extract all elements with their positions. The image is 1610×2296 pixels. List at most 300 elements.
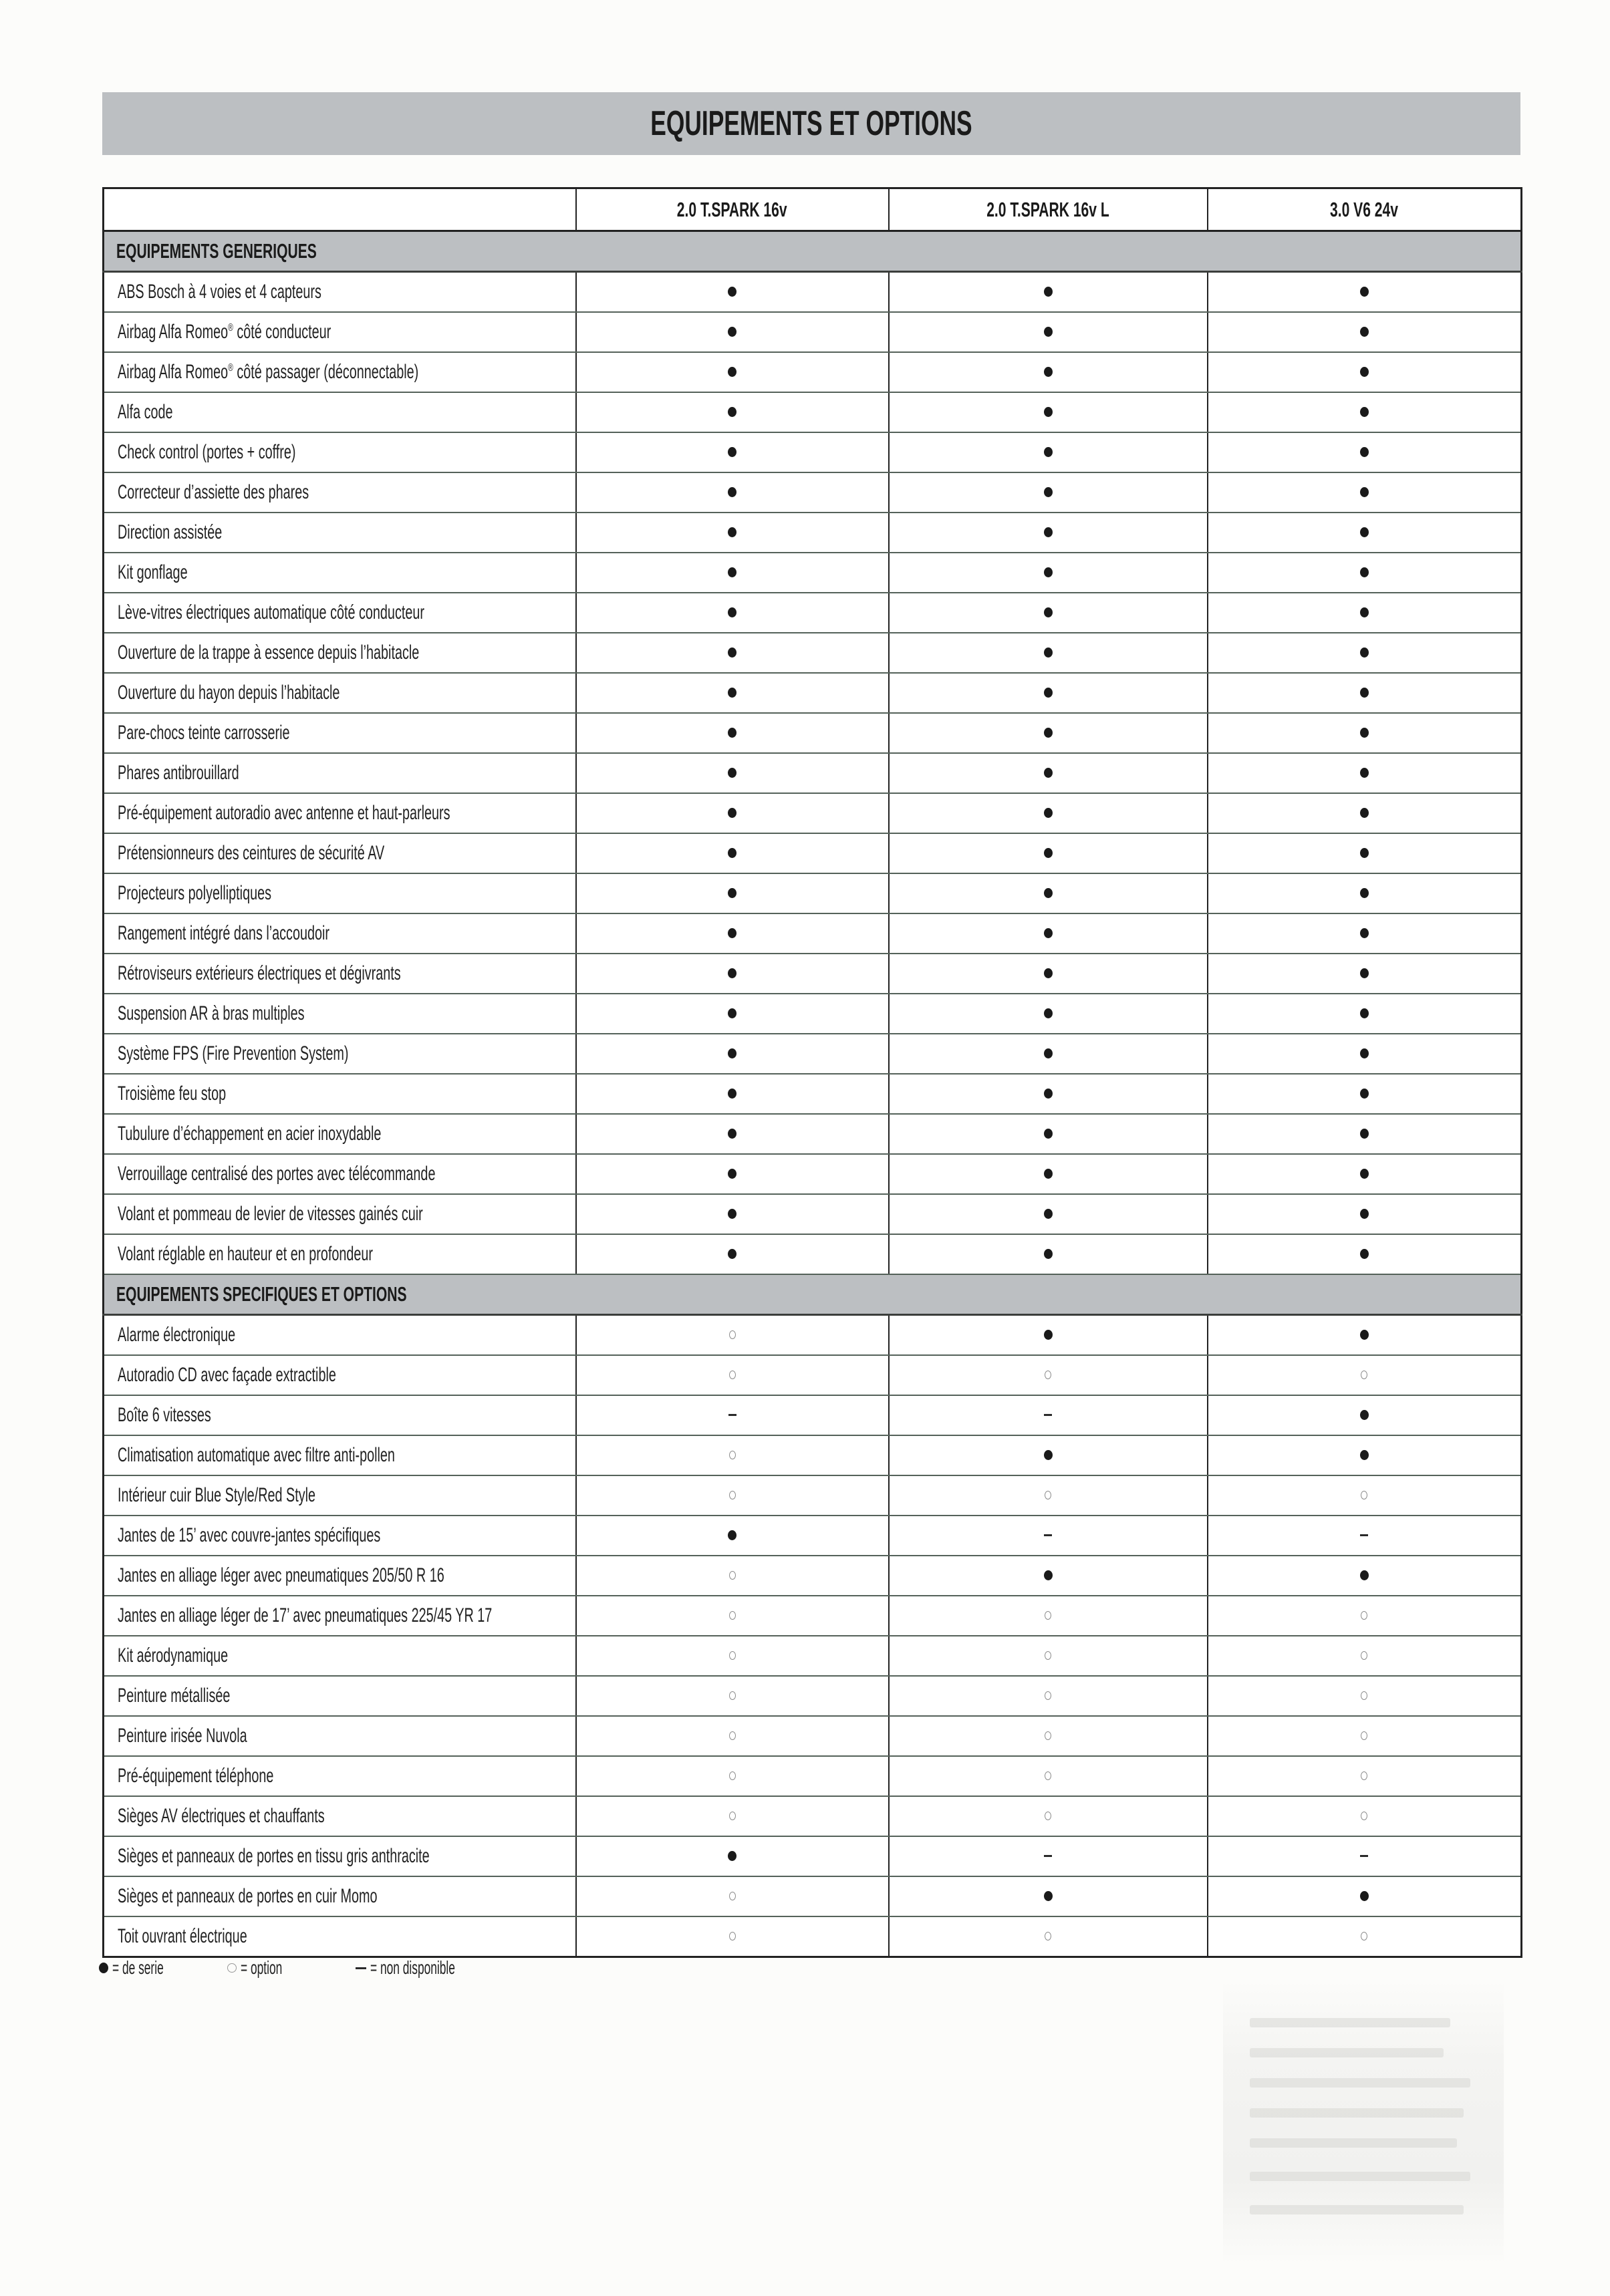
hollow-circle-icon (1361, 1731, 1367, 1740)
filled-dot-icon (1360, 447, 1369, 457)
availability-cell (1208, 1435, 1522, 1475)
availability-cell (1208, 553, 1522, 593)
availability-cell (576, 1676, 889, 1716)
dash-icon (1360, 1855, 1368, 1857)
filled-dot-icon (1044, 407, 1053, 417)
table-row (104, 1836, 1522, 1876)
availability-cell (576, 1636, 889, 1676)
availability-cell (576, 392, 889, 432)
filled-dot-icon (1360, 1330, 1369, 1340)
availability-cell (889, 472, 1208, 513)
filled-dot-icon (1044, 1249, 1053, 1259)
availability-cell (889, 1234, 1208, 1274)
table-row (104, 1636, 1522, 1676)
filled-dot-icon (1360, 808, 1369, 818)
availability-cell (1208, 1475, 1522, 1516)
availability-cell (576, 1876, 889, 1916)
filled-dot-icon (1360, 487, 1369, 497)
availability-cell (1208, 954, 1522, 994)
table-row (104, 1916, 1522, 1957)
filled-dot-icon (1360, 1249, 1369, 1259)
availability-cell (889, 1876, 1208, 1916)
equipment-label: Ouverture de la trappe à essence depuis l’habitacle (118, 641, 420, 664)
availability-cell (1208, 1876, 1522, 1916)
availability-cell (576, 1194, 889, 1234)
availability-cell (889, 1836, 1208, 1876)
hollow-circle-icon (227, 1963, 237, 1973)
availability-cell (1208, 392, 1522, 432)
filled-dot-icon (728, 447, 736, 457)
availability-cell (576, 432, 889, 472)
availability-cell (889, 633, 1208, 673)
filled-dot-icon (728, 968, 736, 978)
equipment-label: Peinture irisée Nuvola (118, 1725, 247, 1747)
column-header-model: 2.0 T.SPARK 16v L (889, 188, 1208, 231)
hollow-circle-icon (1045, 1611, 1051, 1620)
availability-cell (889, 1676, 1208, 1716)
availability-cell (889, 352, 1208, 392)
legend-item-na (356, 1957, 517, 1979)
table-row (104, 954, 1522, 994)
availability-cell (1208, 1676, 1522, 1716)
table-row (104, 432, 1522, 472)
filled-dot-icon (1044, 888, 1053, 898)
availability-cell (889, 753, 1208, 793)
availability-cell (576, 1916, 889, 1957)
table-row (104, 1716, 1522, 1756)
dash-icon (1044, 1855, 1052, 1857)
legend-item-serie (99, 1957, 192, 1979)
filled-dot-icon (728, 407, 736, 417)
availability-cell (576, 673, 889, 713)
availability-cell (576, 1355, 889, 1395)
filled-dot-icon (1044, 567, 1053, 577)
equipment-label: Système FPS (Fire Prevention System) (118, 1042, 349, 1064)
availability-cell (1208, 513, 1522, 553)
equipment-label: Alarme électronique (118, 1324, 236, 1346)
hollow-circle-icon (1045, 1771, 1051, 1780)
availability-cell (576, 1074, 889, 1114)
availability-cell (1208, 1636, 1522, 1676)
section-title: EQUIPEMENTS SPECIFIQUES ET OPTIONS (116, 1282, 407, 1306)
availability-cell (576, 1475, 889, 1516)
filled-dot-icon (728, 1169, 736, 1179)
availability-cell (1208, 713, 1522, 753)
filled-dot-icon (1044, 1570, 1053, 1580)
dash-icon (728, 1414, 736, 1416)
bleed-line (1250, 2078, 1470, 2088)
table-row (104, 753, 1522, 793)
section-header-row (104, 1274, 1522, 1315)
equipment-label: Climatisation automatique avec filtre anti-pollen (118, 1444, 395, 1466)
equipment-label: Airbag Alfa Romeo® côté conducteur (118, 321, 331, 343)
availability-cell (889, 1315, 1208, 1356)
filled-dot-icon (1360, 327, 1369, 337)
filled-dot-icon (1360, 287, 1369, 297)
hollow-circle-icon (1361, 1651, 1367, 1660)
equipment-label: Sièges AV électriques et chauffants (118, 1805, 325, 1827)
equipment-label: Projecteurs polyelliptiques (118, 882, 272, 904)
filled-dot-icon (1044, 1089, 1053, 1099)
equipment-label: ABS Bosch à 4 voies et 4 capteurs (118, 281, 321, 303)
availability-cell (889, 513, 1208, 553)
filled-dot-icon (1044, 848, 1053, 858)
filled-dot-icon (728, 728, 736, 738)
equipment-table (102, 187, 1522, 1958)
equipment-label: Correcteur d’assiette des phares (118, 481, 309, 503)
table-row (104, 793, 1522, 833)
filled-dot-icon (1360, 968, 1369, 978)
availability-cell (1208, 1836, 1522, 1876)
hollow-circle-icon (729, 1330, 736, 1339)
equipment-label: Ouverture du hayon depuis l’habitacle (118, 682, 340, 704)
section-header-row (104, 231, 1522, 272)
table-row (104, 1034, 1522, 1074)
filled-dot-icon (1360, 1089, 1369, 1099)
filled-dot-icon (1360, 928, 1369, 938)
availability-cell (889, 833, 1208, 873)
table-row (104, 553, 1522, 593)
availability-cell (889, 312, 1208, 352)
table-row (104, 633, 1522, 673)
hollow-circle-icon (1361, 1812, 1367, 1820)
hollow-circle-icon (729, 1731, 736, 1740)
availability-cell (889, 673, 1208, 713)
table-row (104, 713, 1522, 753)
table-row (104, 1596, 1522, 1636)
filled-dot-icon (1044, 607, 1053, 617)
availability-cell (1208, 1074, 1522, 1114)
equipment-label: Tubulure d’échappement en acier inoxydable (118, 1123, 382, 1145)
availability-cell (1208, 1114, 1522, 1154)
equipment-label: Jantes de 15’ avec couvre-jantes spécifiques (118, 1524, 381, 1546)
hollow-circle-icon (1045, 1932, 1051, 1941)
filled-dot-icon (728, 567, 736, 577)
filled-dot-icon (728, 607, 736, 617)
table-row (104, 1114, 1522, 1154)
hollow-circle-icon (729, 1611, 736, 1620)
filled-dot-icon (1360, 1450, 1369, 1460)
availability-cell (576, 833, 889, 873)
equipment-label: Sièges et panneaux de portes en cuir Momo (118, 1885, 378, 1907)
availability-cell (1208, 994, 1522, 1034)
availability-cell (889, 713, 1208, 753)
availability-cell (1208, 1154, 1522, 1194)
availability-cell (889, 1154, 1208, 1194)
availability-cell (889, 1916, 1208, 1957)
availability-cell (1208, 1315, 1522, 1356)
filled-dot-icon (1044, 367, 1053, 377)
filled-dot-icon (728, 527, 736, 537)
availability-cell (576, 1435, 889, 1475)
availability-cell (889, 1636, 1208, 1676)
hollow-circle-icon (729, 1651, 736, 1660)
availability-cell (576, 593, 889, 633)
column-header-model: 3.0 V6 24v (1208, 188, 1522, 231)
filled-dot-icon (1360, 367, 1369, 377)
legend-text: = non disponible (370, 1957, 455, 1978)
filled-dot-icon (1044, 487, 1053, 497)
dash-icon (356, 1967, 366, 1969)
availability-cell (1208, 1716, 1522, 1756)
availability-cell (1208, 352, 1522, 392)
hollow-circle-icon (729, 1812, 736, 1820)
availability-cell (1208, 1355, 1522, 1395)
equipment-label: Pré-équipement téléphone (118, 1765, 274, 1787)
filled-dot-icon (1044, 1209, 1053, 1219)
filled-dot-icon (728, 648, 736, 658)
table-row (104, 472, 1522, 513)
availability-cell (1208, 312, 1522, 352)
table-row (104, 994, 1522, 1034)
hollow-circle-icon (1361, 1611, 1367, 1620)
table-row (104, 873, 1522, 913)
table-row (104, 833, 1522, 873)
availability-cell (1208, 1596, 1522, 1636)
availability-cell (889, 593, 1208, 633)
equipment-label: Lève-vitres électriques automatique côté conducteur (118, 601, 424, 623)
filled-dot-icon (1360, 768, 1369, 778)
column-header-model: 2.0 T.SPARK 16v (576, 188, 889, 231)
equipment-label: Jantes en alliage léger de 17’ avec pneumatiques 225/45 YR 17 (118, 1604, 493, 1626)
filled-dot-icon (1044, 928, 1053, 938)
filled-dot-icon (1360, 607, 1369, 617)
filled-dot-icon (1044, 968, 1053, 978)
availability-cell (889, 1074, 1208, 1114)
filled-dot-icon (1360, 1048, 1369, 1058)
equipment-label: Pré-équipement autoradio avec antenne et haut-parleurs (118, 802, 450, 824)
registered-mark: ® (228, 322, 233, 333)
availability-cell (576, 713, 889, 753)
equipment-label: Phares antibrouillard (118, 762, 239, 784)
filled-dot-icon (728, 1048, 736, 1058)
availability-cell (889, 1556, 1208, 1596)
filled-dot-icon (728, 1530, 736, 1540)
hollow-circle-icon (1045, 1491, 1051, 1499)
filled-dot-icon (1360, 407, 1369, 417)
availability-cell (889, 1435, 1208, 1475)
hollow-circle-icon (1045, 1651, 1051, 1660)
table-row (104, 1194, 1522, 1234)
bleed-line (1250, 2205, 1464, 2214)
availability-cell (1208, 753, 1522, 793)
availability-cell (576, 272, 889, 313)
availability-cell (889, 432, 1208, 472)
filled-dot-icon (1044, 1008, 1053, 1018)
filled-dot-icon (1044, 1450, 1053, 1460)
filled-dot-icon (728, 1008, 736, 1018)
equipment-label: Prétensionneurs des ceintures de sécurité AV (118, 842, 385, 864)
availability-cell (576, 954, 889, 994)
hollow-circle-icon (729, 1771, 736, 1780)
availability-cell (1208, 1796, 1522, 1836)
legend (99, 1955, 552, 1981)
legend-text: = option (241, 1957, 283, 1978)
availability-cell (576, 513, 889, 553)
filled-dot-icon (1044, 688, 1053, 698)
availability-cell (889, 873, 1208, 913)
filled-dot-icon (728, 688, 736, 698)
equipment-label: Troisième feu stop (118, 1083, 227, 1105)
hollow-circle-icon (729, 1371, 736, 1379)
bleed-line (1250, 2108, 1464, 2118)
availability-cell (576, 1796, 889, 1836)
availability-cell (889, 1596, 1208, 1636)
table-row (104, 1475, 1522, 1516)
availability-cell (576, 1756, 889, 1796)
filled-dot-icon (1044, 447, 1053, 457)
hollow-circle-icon (1361, 1691, 1367, 1700)
filled-dot-icon (728, 1249, 736, 1259)
table-row (104, 1315, 1522, 1356)
availability-cell (889, 1716, 1208, 1756)
filled-dot-icon (1360, 728, 1369, 738)
filled-dot-icon (1044, 728, 1053, 738)
availability-cell (1208, 673, 1522, 713)
equipment-label: Airbag Alfa Romeo® côté passager (déconnectable) (118, 361, 419, 383)
filled-dot-icon (1044, 527, 1053, 537)
availability-cell (576, 312, 889, 352)
equipment-label: Suspension AR à bras multiples (118, 1002, 305, 1024)
equipment-label: Kit gonflage (118, 561, 188, 583)
availability-cell (1208, 472, 1522, 513)
availability-cell (889, 392, 1208, 432)
bleed-line (1250, 2018, 1450, 2027)
filled-dot-icon (1044, 1891, 1053, 1901)
table-row (104, 352, 1522, 392)
filled-dot-icon (728, 808, 736, 818)
availability-cell (889, 1475, 1208, 1516)
hollow-circle-icon (729, 1451, 736, 1459)
filled-dot-icon (1044, 287, 1053, 297)
availability-cell (889, 913, 1208, 954)
availability-cell (889, 1194, 1208, 1234)
availability-cell (576, 1154, 889, 1194)
table-row (104, 1876, 1522, 1916)
equipment-label: Peinture métallisée (118, 1685, 231, 1707)
filled-dot-icon (1360, 1891, 1369, 1901)
hollow-circle-icon (729, 1491, 736, 1499)
availability-cell (576, 753, 889, 793)
filled-dot-icon (1360, 1410, 1369, 1420)
legend-item-option (227, 1957, 321, 1979)
column-header-row (104, 188, 1522, 231)
dash-icon (1360, 1534, 1368, 1536)
availability-cell (576, 1836, 889, 1876)
availability-cell (576, 633, 889, 673)
equipment-label: Sièges et panneaux de portes en tissu gris anthracite (118, 1845, 430, 1867)
table-row (104, 1516, 1522, 1556)
hollow-circle-icon (1361, 1371, 1367, 1379)
availability-cell (1208, 873, 1522, 913)
filled-dot-icon (728, 367, 736, 377)
table-row (104, 1074, 1522, 1114)
hollow-circle-icon (1045, 1371, 1051, 1379)
filled-dot-icon (728, 768, 736, 778)
equipment-label: Toit ouvrant électrique (118, 1925, 247, 1947)
filled-dot-icon (728, 287, 736, 297)
filled-dot-icon (1360, 888, 1369, 898)
filled-dot-icon (1044, 1129, 1053, 1139)
availability-cell (576, 1234, 889, 1274)
equipment-label: Kit aérodynamique (118, 1644, 229, 1667)
availability-cell (889, 1756, 1208, 1796)
filled-dot-icon (1044, 327, 1053, 337)
availability-cell (889, 1516, 1208, 1556)
equipment-label: Jantes en alliage léger avec pneumatiques 205/50 R 16 (118, 1564, 444, 1586)
filled-dot-icon (1360, 527, 1369, 537)
availability-cell (576, 1596, 889, 1636)
table-row (104, 1395, 1522, 1435)
availability-cell (1208, 1756, 1522, 1796)
table-row (104, 1234, 1522, 1274)
availability-cell (576, 553, 889, 593)
availability-cell (576, 1716, 889, 1756)
availability-cell (889, 994, 1208, 1034)
table-row (104, 673, 1522, 713)
bleed-line (1250, 2048, 1444, 2057)
hollow-circle-icon (1045, 1812, 1051, 1820)
filled-dot-icon (1360, 1209, 1369, 1219)
availability-cell (576, 472, 889, 513)
availability-cell (1208, 793, 1522, 833)
equipment-label: Check control (portes + coffre) (118, 441, 296, 463)
table-row (104, 593, 1522, 633)
equipment-label: Rétroviseurs extérieurs électriques et dégivrants (118, 962, 401, 984)
filled-dot-icon (1044, 808, 1053, 818)
availability-cell (1208, 593, 1522, 633)
availability-cell (889, 553, 1208, 593)
availability-cell (1208, 633, 1522, 673)
title-banner (102, 92, 1520, 155)
filled-dot-icon (1044, 1330, 1053, 1340)
table-row (104, 312, 1522, 352)
section-title: EQUIPEMENTS GENERIQUES (116, 239, 317, 263)
legend-text: = de serie (112, 1957, 164, 1978)
availability-cell (1208, 1395, 1522, 1435)
availability-cell (889, 272, 1208, 313)
table-row (104, 1556, 1522, 1596)
hollow-circle-icon (1361, 1771, 1367, 1780)
availability-cell (576, 352, 889, 392)
availability-cell (576, 913, 889, 954)
availability-cell (889, 1355, 1208, 1395)
availability-cell (576, 793, 889, 833)
availability-cell (889, 1034, 1208, 1074)
filled-dot-icon (728, 1129, 736, 1139)
availability-cell (1208, 1234, 1522, 1274)
availability-cell (1208, 1516, 1522, 1556)
equipment-label: Alfa code (118, 401, 173, 423)
registered-mark: ® (228, 362, 233, 374)
filled-dot-icon (1360, 1570, 1369, 1580)
availability-cell (889, 1796, 1208, 1836)
availability-cell (1208, 833, 1522, 873)
availability-cell (576, 994, 889, 1034)
filled-dot-icon (1044, 1169, 1053, 1179)
filled-dot-icon (1360, 567, 1369, 577)
availability-cell (889, 1395, 1208, 1435)
equipment-label: Boîte 6 vitesses (118, 1404, 211, 1426)
table-row (104, 1676, 1522, 1716)
hollow-circle-icon (1045, 1731, 1051, 1740)
availability-cell (889, 793, 1208, 833)
equipment-label: Volant et pommeau de levier de vitesses gainés cuir (118, 1203, 423, 1225)
table-row (104, 272, 1522, 313)
filled-dot-icon (99, 1963, 108, 1973)
equipment-label: Direction assistée (118, 521, 223, 543)
availability-cell (889, 954, 1208, 994)
